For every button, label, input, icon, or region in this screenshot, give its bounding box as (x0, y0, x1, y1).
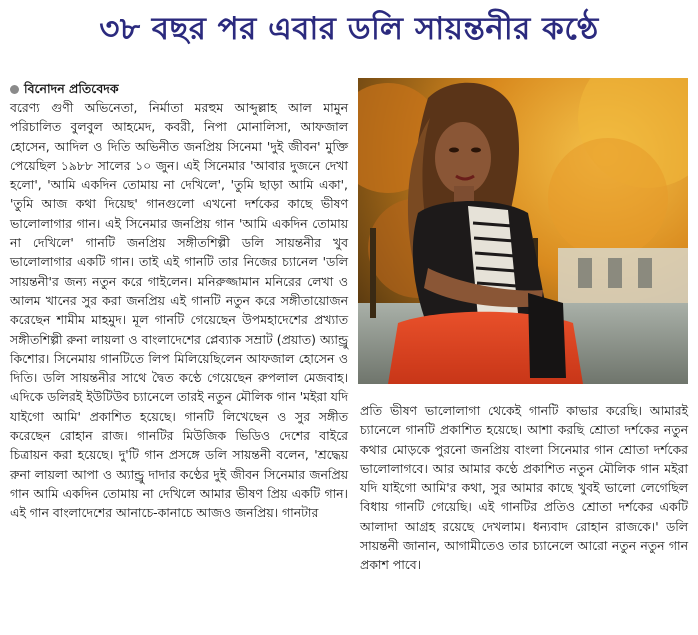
article-right-column (360, 401, 688, 575)
article-left-column (10, 80, 348, 523)
article-body-right: প্রতি ভীষণ ভালোলাগা থেকেই গানটি কাভার করেছি। আমারই চ্যানেলে গানটি প্রকাশিত হয়েছে। আশা করছি শ্রোতা দর্শকের নতুন কথার মোড়কে পুরনো জনপ্রিয় বাংলা সিনেমার গান শ্রোতা দর্শকের ভালোলাগবে। আর আমার কণ্ঠে প্রকাশিত নতুন মৌলিক গান মইরা যদি যাইগো আমি'র কথা, সুর আমার কাছে খুবই ভালো লেগেছিল বিধায় গানটি গেয়েছি। এই গানটির প্রতিও শ্রোতা দর্শকের একটি আলাদা আগ্রহ রয়েছে দেখলাম। ধন্যবাদ রোহান রাজকে।' ডলি সায়ন্তনী জানান, আগামীতেও তার চ্যানেলে আরো নতুন নতুন গান প্রকাশ পাবে। (360, 403, 688, 573)
singer-portrait-image (358, 78, 688, 384)
bullet-icon (10, 85, 19, 94)
byline-text: বিনোদন প্রতিবেদক (24, 81, 119, 96)
byline (10, 80, 348, 98)
article-headline: ৩৮ বছর পর এবার ডলি সায়ন্তনীর কণ্ঠে (99, 11, 599, 47)
article-body-left: বরেণ্য গুণী অভিনেতা, নির্মাতা মরহুম আব্দুল্লাহ আল মামুন পরিচালিত বুলবুল আহমেদ, কবরী, নিপা মোনালিসা, আফজাল হোসেন, আদিল ও দিতি অভিনীত জনপ্রিয় সিনেমা 'দুই জীবন' মুক্তি পেয়েছিল ১৯৮৮ সালের ১০ জুন। এই সিনেমার 'আবার দুজনে দেখা হলো', 'আমি একদিন তোমায় না দেখিলে', 'তুমি ছাড়া আমি একা', 'তুমি আজ কথা দিয়েছ' গানগুলো এখনো দর্শকের কাছে ভীষণ ভালোলাগার গান। এই সিনেমার জনপ্রিয় গান 'আমি একদিন তোমায় না দেখিলে' গানটি জনপ্রিয় সঙ্গীতশিল্পী ডলি সায়ন্তনীর খুব ভালোলাগার একটি গান। তাই এই গানটি তার নিজের চ্যানেল 'ডলি সায়ন্তনী'র জন্য নতুন করে গাইলেন। মনিরুজ্জামান মনিরের লেখা ও আলম খানের সুর করা জনপ্রিয় এই গানটি নতুন করে সঙ্গীতায়োজন করেছেন শামীম মাহমুদ। মূল গানটি গেয়েছেন উপমহাদেশের প্রখ্যাত সঙ্গীতশিল্পী রুনা লায়লা ও বাংলাদেশের প্লেব্যাক সম্রাট (প্রয়াত) অ্যান্ড্রু কিশোর। সিনেমায় গানটিতে লিপ মিলিয়েছিলেন আফজাল হোসেন ও দিতি। ডলি সায়ন্তনীর সাথে দ্বৈত কণ্ঠে গেয়েছেন রুপলাল মেজবাহ। এদিকে ডলিরই ইউটিউব চ্যানেলে তারই নতুন মৌলিক গান 'মইরা যদি যাইগো আমি' প্রকাশিত হয়েছে। গানটি লিখেছেন ও সুর সঙ্গীত করেছেন রোহান রাজ। গানটির মিউজিক ভিডিও দেশের বাইরে চিত্রায়ন করা হয়েছে। দু'টি গান প্রসঙ্গে ডলি সায়ন্তনী বলেন, 'শ্রদ্ধেয় রুনা লায়লা আপা ও অ্যান্ড্রু দাদার কণ্ঠের দুই জীবন সিনেমার জনপ্রিয় গান আমি একদিন তোমায় না দেখিলে আমার ভীষণ প্রিয় একটি গান। এই গান বাংলাদেশের আনাচে-কানাচে আজও জনপ্রিয়। গানটার (10, 100, 348, 521)
article-photo (358, 78, 688, 384)
